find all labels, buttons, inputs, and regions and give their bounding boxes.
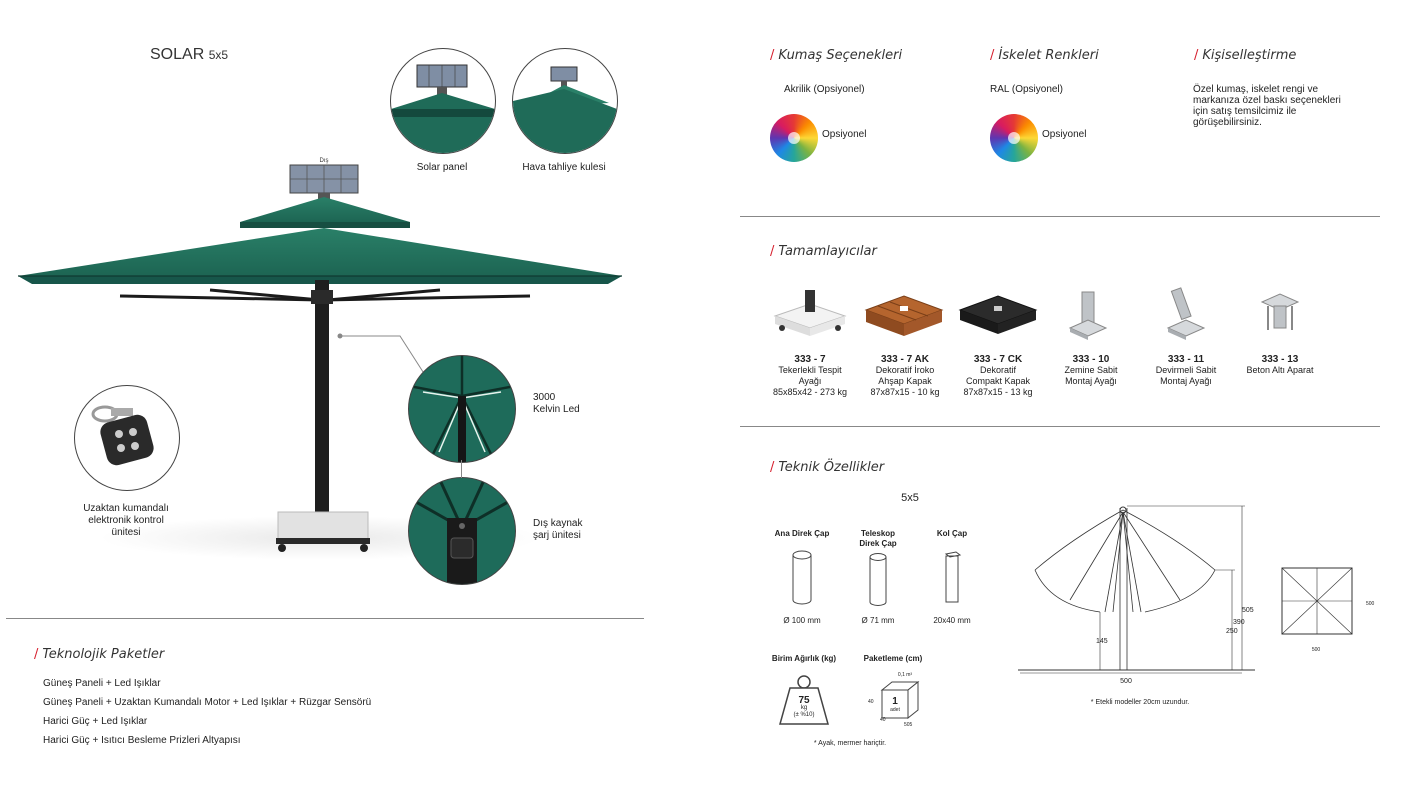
fabric-option-label: Opsiyonel <box>822 129 867 140</box>
charge-detail <box>408 477 516 585</box>
wheeled-base-icon <box>770 284 850 344</box>
frame-color-heading <box>990 48 1099 63</box>
solar-panel-icon <box>391 49 495 153</box>
package-unit: adet <box>890 707 900 713</box>
dim-250: 250 <box>1226 628 1238 635</box>
vent-tower-label: Hava tahliye kulesi <box>522 162 606 173</box>
slash-icon: / <box>990 48 995 63</box>
fabric-heading <box>770 48 902 63</box>
package-dim-length: 505 <box>904 722 913 728</box>
product-title <box>150 46 228 64</box>
package-count: 1 <box>892 696 898 707</box>
side-elevation-drawing <box>1010 500 1265 685</box>
solar-panel-detail <box>390 48 496 154</box>
dim-145: 145 <box>1096 638 1108 645</box>
slash-icon: / <box>34 647 39 662</box>
color-wheel-center <box>1008 132 1020 144</box>
umbrella-illustration <box>10 150 650 560</box>
weight-tolerance: (± %10) <box>793 712 815 718</box>
accessories-title: Tamamlayıcılar <box>778 244 877 259</box>
arm-value: 20x40 mm <box>933 616 971 625</box>
accessory-code: 333 - 11 <box>1167 354 1205 365</box>
accessories-heading <box>770 244 877 259</box>
package-dim-width: 40 <box>880 717 886 723</box>
charge-unit-icon <box>409 478 515 584</box>
accessory-code: 333 - 7 <box>794 354 826 365</box>
arm-label: Kol Çap <box>936 529 968 538</box>
accessory-desc: Devirmeli Sabit Montaj Ayağı <box>1155 365 1217 386</box>
remote-detail <box>74 385 180 491</box>
tech-package-item: Harici Güç + Isıtıcı Besleme Prizleri Altyapısı <box>43 735 241 746</box>
package-dim-height: 40 <box>868 699 874 705</box>
telescope-pole-label: Teleskop Direk Çap <box>859 529 897 548</box>
tech-specs-title: Teknik Özellikler <box>778 460 885 475</box>
tech-package-item: Harici Güç + Led Işıklar <box>43 716 148 727</box>
compact-cover-icon <box>956 288 1040 344</box>
options-divider <box>740 216 1380 217</box>
vent-tower-icon <box>513 49 617 153</box>
product-title-size: 5x5 <box>208 48 229 62</box>
panel-tag: Dış <box>319 158 329 164</box>
customization-heading <box>1194 48 1296 63</box>
accessory-desc: Dekoratif İroko Ahşap Kapak 87x87x15 - 10 kg <box>870 365 940 397</box>
spec-size-label: 5x5 <box>901 492 919 504</box>
tech-specs-heading <box>770 460 884 475</box>
customization-title: Kişiselleştirme <box>1202 48 1297 63</box>
tech-package-item: Güneş Paneli + Led Işıklar <box>43 678 161 689</box>
telescope-pole-icon <box>866 552 890 608</box>
slash-icon: / <box>770 460 775 475</box>
product-title-main: SOLAR <box>150 46 205 63</box>
accessory-code: 333 - 7 CK <box>973 354 1023 365</box>
slash-icon: / <box>770 244 775 259</box>
accessory-desc: Zemine Sabit Montaj Ayağı <box>1064 365 1118 386</box>
accessory-desc: Tekerlekli Tespit Ayağı 85x85x42 - 273 kg <box>772 365 848 397</box>
fabric-title: Kumaş Seçenekleri <box>778 48 903 63</box>
tilting-mount-icon <box>1162 284 1210 344</box>
frame-option-label: Opsiyonel <box>1042 129 1087 140</box>
weight-unit: kg <box>800 705 808 711</box>
dim-500-bottom: 500 <box>1120 678 1132 685</box>
tech-package-item: Güneş Paneli + Uzaktan Kumandalı Motor + Led Işıklar + Rüzgar Sensörü <box>43 697 372 708</box>
main-pole-icon <box>790 550 814 606</box>
solar-panel-label: Solar panel <box>416 162 468 173</box>
foot-note-base: * Ayak, mermer hariçtir. <box>813 740 887 747</box>
color-wheel-center <box>788 132 800 144</box>
charge-label: Dış kaynak şarj ünitesi <box>533 518 583 541</box>
accessory-code: 333 - 10 <box>1072 354 1110 365</box>
frame-color-subtitle: RAL (Opsiyonel) <box>990 84 1063 95</box>
main-pole-label: Ana Direk Çap <box>774 529 830 538</box>
customization-text: Özel kumaş, iskelet rengi ve markanıza özel baskı seçenekleri için satış temsilcimiz ile görüşebilirsiniz. <box>1193 84 1341 128</box>
accessory-code: 333 - 13 <box>1261 354 1299 365</box>
package-volume: 0,1 m³ <box>897 672 913 678</box>
main-pole-value: Ø 100 mm <box>783 616 821 625</box>
dim-top-500: 500 <box>1366 601 1375 607</box>
tech-packages-title: Teknolojik Paketler <box>42 647 165 662</box>
slash-icon: / <box>1194 48 1199 63</box>
accessory-desc: Beton Altı Aparat <box>1246 365 1314 375</box>
led-detail <box>408 355 516 463</box>
dim-390: 390 <box>1233 619 1245 626</box>
top-view-drawing <box>1280 566 1360 638</box>
dim-505: 505 <box>1242 607 1254 614</box>
slash-icon: / <box>770 48 775 63</box>
remote-icon <box>75 386 179 490</box>
dim-side-500: 500 <box>1311 647 1321 653</box>
weight-value: 75 <box>798 695 810 706</box>
led-label: 3000 Kelvin Led <box>533 392 580 415</box>
telescope-pole-value: Ø 71 mm <box>861 616 895 625</box>
left-divider <box>6 618 644 619</box>
accessories-divider <box>740 426 1380 427</box>
arm-icon <box>942 550 962 606</box>
led-icon <box>409 356 515 462</box>
foot-note-skirt: * Etekli modeller 20cm uzundur. <box>1090 699 1190 706</box>
wooden-cover-icon <box>862 288 946 344</box>
accessory-code: 333 - 7 AK <box>881 354 929 365</box>
tech-packages-heading <box>34 647 164 662</box>
vent-tower-detail <box>512 48 618 154</box>
accessory-desc: Dekoratif Compakt Kapak 87x87x15 - 13 kg <box>963 365 1033 397</box>
concrete-bracket-icon <box>1256 288 1304 344</box>
frame-color-title: İskelet Renkleri <box>998 48 1099 63</box>
charge-connector-line <box>461 460 462 478</box>
ground-mount-icon <box>1066 288 1110 344</box>
remote-label: Uzaktan kumandalı elektronik kontrol ünitesi <box>83 503 169 538</box>
package-label: Paketleme (cm) <box>863 654 923 663</box>
fabric-subtitle: Akrilik (Opsiyonel) <box>784 84 865 95</box>
weight-label: Birim Ağırlık (kg) <box>771 654 837 663</box>
